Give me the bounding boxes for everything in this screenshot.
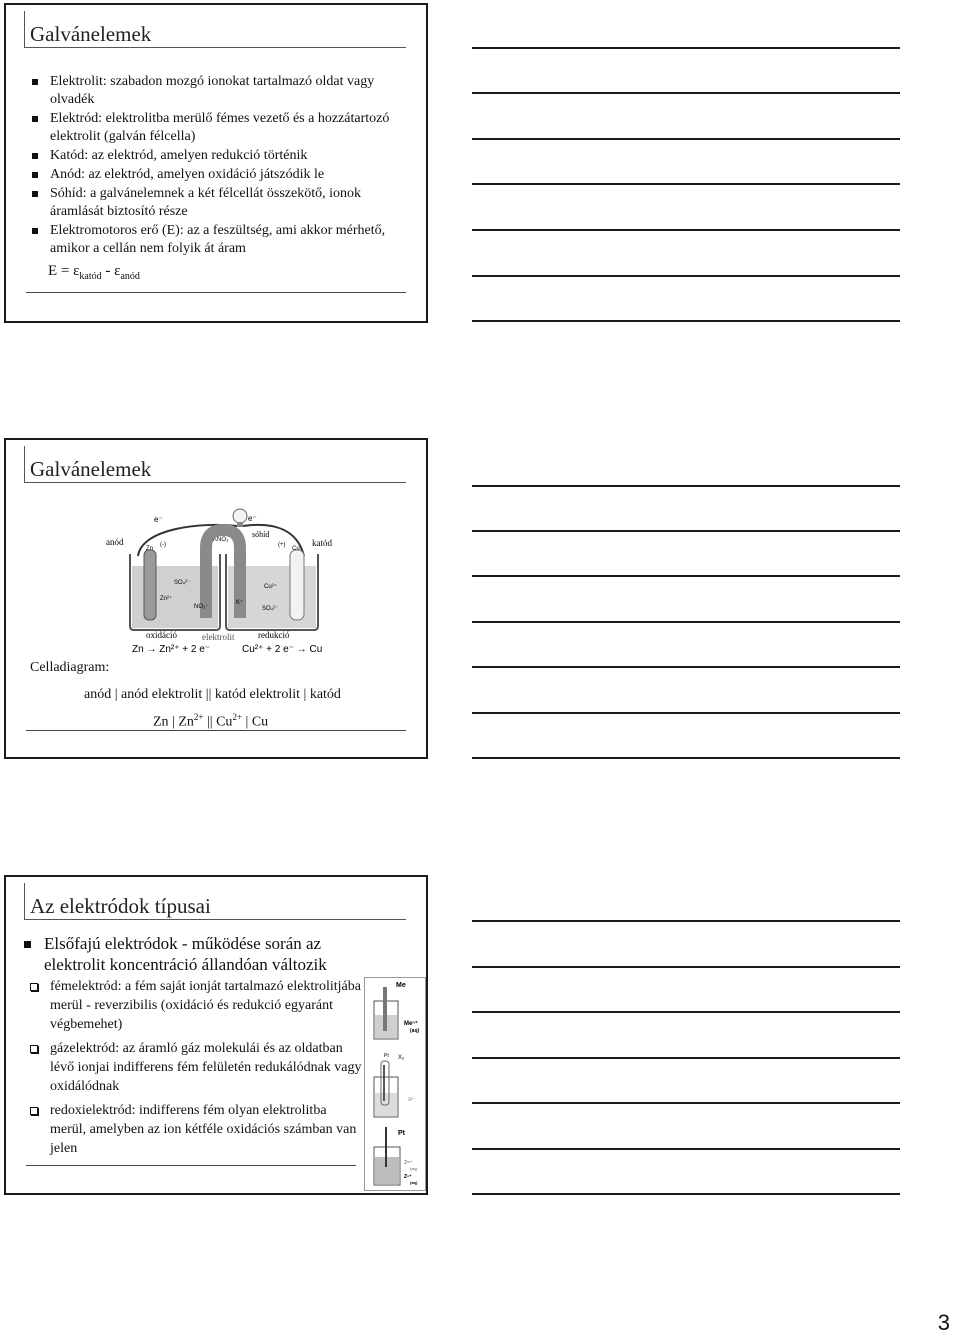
note-line (472, 1057, 900, 1059)
note-line (472, 920, 900, 922)
anode-label: anód (106, 537, 124, 547)
lightbulb-icon (233, 509, 247, 523)
redox-ion-label: Zᵐ⁺ (404, 1160, 413, 1166)
ion-label: SO₄²⁻ (262, 606, 279, 612)
metal-ion-label: Meⁿ⁺ (404, 1021, 418, 1027)
title-rule (24, 446, 25, 482)
list-item: Elektromotoros erő (E): az a feszültség, ami akkor mérhető, amikor a cellán nem folyik át áram (30, 222, 400, 258)
note-line (472, 575, 900, 577)
slide-title: Az elektródok típusai (30, 894, 211, 918)
list-item: redoxielektród: indifferens fém olyan elektrolitba merül, amelyben az ion kétféle oxidációs számban van jelen (28, 1101, 362, 1158)
list-item: fémelektród: a fém saját ionját tartalmazó elektrolitjába merül - reverzibilis (oxidáció és redukció egyaránt végbemehet) (28, 977, 362, 1034)
note-line (472, 229, 900, 231)
note-line (472, 92, 900, 94)
cathode-label: katód (312, 538, 332, 548)
gas-ion-label: X²⁻ (408, 1097, 416, 1103)
ion-label: Cu²⁺ (264, 584, 277, 590)
title-rule (24, 482, 406, 483)
electron-label: e⁻ (154, 515, 163, 524)
main-bullet: Elsőfajú elektródok - működése során az elektrolit koncentráció állandóan változik (24, 933, 374, 975)
list-item: gázelektród: az áramló gáz molekulái és az oldatban lévő ionjai indifferens fém felületén redukálódnak vagy oxidálódnak (28, 1039, 362, 1096)
salt-label: KNO₃ (213, 537, 229, 543)
list-item: Anód: az elektród, amelyen oxidáció játszódik le (30, 166, 400, 184)
pt-top-label: Pt (384, 1053, 389, 1059)
lightbulb-base (237, 522, 243, 527)
pt-label: Pt (398, 1130, 405, 1137)
zinc-electrode (144, 550, 156, 620)
checkbox-bullet-icon (30, 1045, 38, 1053)
list-item: Sóhíd: a galvánelemnek a két félcellát összekötő, ionok áramlását biztosító része (30, 185, 400, 221)
bottom-rule (26, 1165, 356, 1166)
copper-electrode (290, 550, 304, 620)
note-line (472, 666, 900, 668)
note-line (472, 47, 900, 49)
list-item: Elektrolit: szabadon mozgó ionokat tartalmazó oldat vagy olvadék (30, 73, 400, 109)
salt-bridge (206, 530, 240, 618)
square-bullet-icon (32, 172, 38, 178)
cell-diagram-label: Celladiagram: (30, 660, 110, 675)
checkbox-bullet-icon (30, 983, 38, 991)
minus-label: (-) (160, 542, 166, 548)
metal-rod (383, 987, 387, 1031)
reduction-label: redukció (258, 630, 290, 640)
electrolyte-label: elektrolit (202, 632, 235, 642)
square-bullet-icon (32, 79, 38, 85)
square-bullet-icon (32, 116, 38, 122)
bottom-rule (26, 292, 406, 293)
plus-label: (+) (278, 542, 286, 548)
note-line (472, 1193, 900, 1195)
slide-2 (4, 438, 428, 759)
list-item: Katód: az elektród, amelyen redukció történik (30, 147, 400, 165)
metal-ion-aq: (aq) (410, 1028, 420, 1034)
note-line (472, 1148, 900, 1150)
note-line (472, 320, 900, 322)
title-rule (24, 883, 25, 919)
ion-label: SO₄²⁻ (174, 580, 191, 586)
pt-wire (383, 1065, 385, 1101)
salt-bridge-label: sóhíd (252, 530, 270, 539)
bottom-rule (26, 730, 406, 731)
redox-ion-label: Zⁿ⁺ (404, 1174, 412, 1180)
ion-label: K⁺ (236, 600, 244, 606)
note-line (472, 621, 900, 623)
zinc-label: Zn (146, 546, 154, 552)
note-line (472, 183, 900, 185)
slide-title: Galvánelemek (30, 22, 152, 46)
list-item: Elektród: elektrolitba merülő fémes vezető és a hozzátartozó elektrolit (galván félcella) (30, 110, 400, 146)
note-line (472, 485, 900, 487)
note-line (472, 138, 900, 140)
slide-3 (4, 875, 428, 1195)
oxidation-equation: Zn → Zn²⁺ + 2 e⁻ (132, 644, 211, 655)
gas-label: X₂ (398, 1055, 405, 1061)
ion-label: Zn²⁺ (160, 596, 173, 602)
note-line (472, 966, 900, 968)
title-rule (24, 47, 406, 48)
metal-label: Me (396, 982, 406, 989)
note-line (472, 1102, 900, 1104)
note-line (472, 530, 900, 532)
square-bullet-icon (32, 191, 38, 197)
copper-label: Cu (292, 546, 300, 552)
bullet-list (30, 73, 400, 259)
square-bullet-icon (32, 228, 38, 234)
redox-ion-aq: (aq) (410, 1180, 418, 1185)
emf-formula: $E = \varepsilon_{katód} - \varepsilon_{anód}$ (48, 263, 140, 282)
note-line (472, 1011, 900, 1013)
slide-title: Galvánelemek (30, 457, 152, 481)
title-rule (24, 11, 25, 47)
cell-diagram-formula: Zn | $Zn^{2+}$ || $Cu^{2+}$ | Cu (153, 712, 269, 730)
galvanic-cell-diagram (102, 508, 342, 658)
pt-rod (385, 1127, 387, 1167)
note-line (472, 275, 900, 277)
cell-diagram-row: anód | anód elektrolit || katód elektrolit | katód (84, 687, 341, 702)
page-number: 3 (937, 1310, 950, 1335)
sub-bullet-list (28, 977, 362, 1163)
oxidation-label: oxidáció (146, 630, 177, 640)
checkbox-bullet-icon (30, 1107, 38, 1115)
electron-label: e⁻ (248, 514, 257, 523)
reduction-equation: Cu²⁺ + 2 e⁻ → Cu (242, 644, 323, 655)
note-line (472, 757, 900, 759)
note-line (472, 712, 900, 714)
title-rule (24, 919, 406, 920)
slide-1 (4, 3, 428, 323)
square-bullet-icon (32, 153, 38, 159)
square-bullet-icon (24, 941, 31, 948)
ion-label: NO₃⁻ (194, 604, 209, 610)
electrode-types-diagram (364, 977, 426, 1191)
redox-ion-aq: (aq) (410, 1166, 418, 1171)
